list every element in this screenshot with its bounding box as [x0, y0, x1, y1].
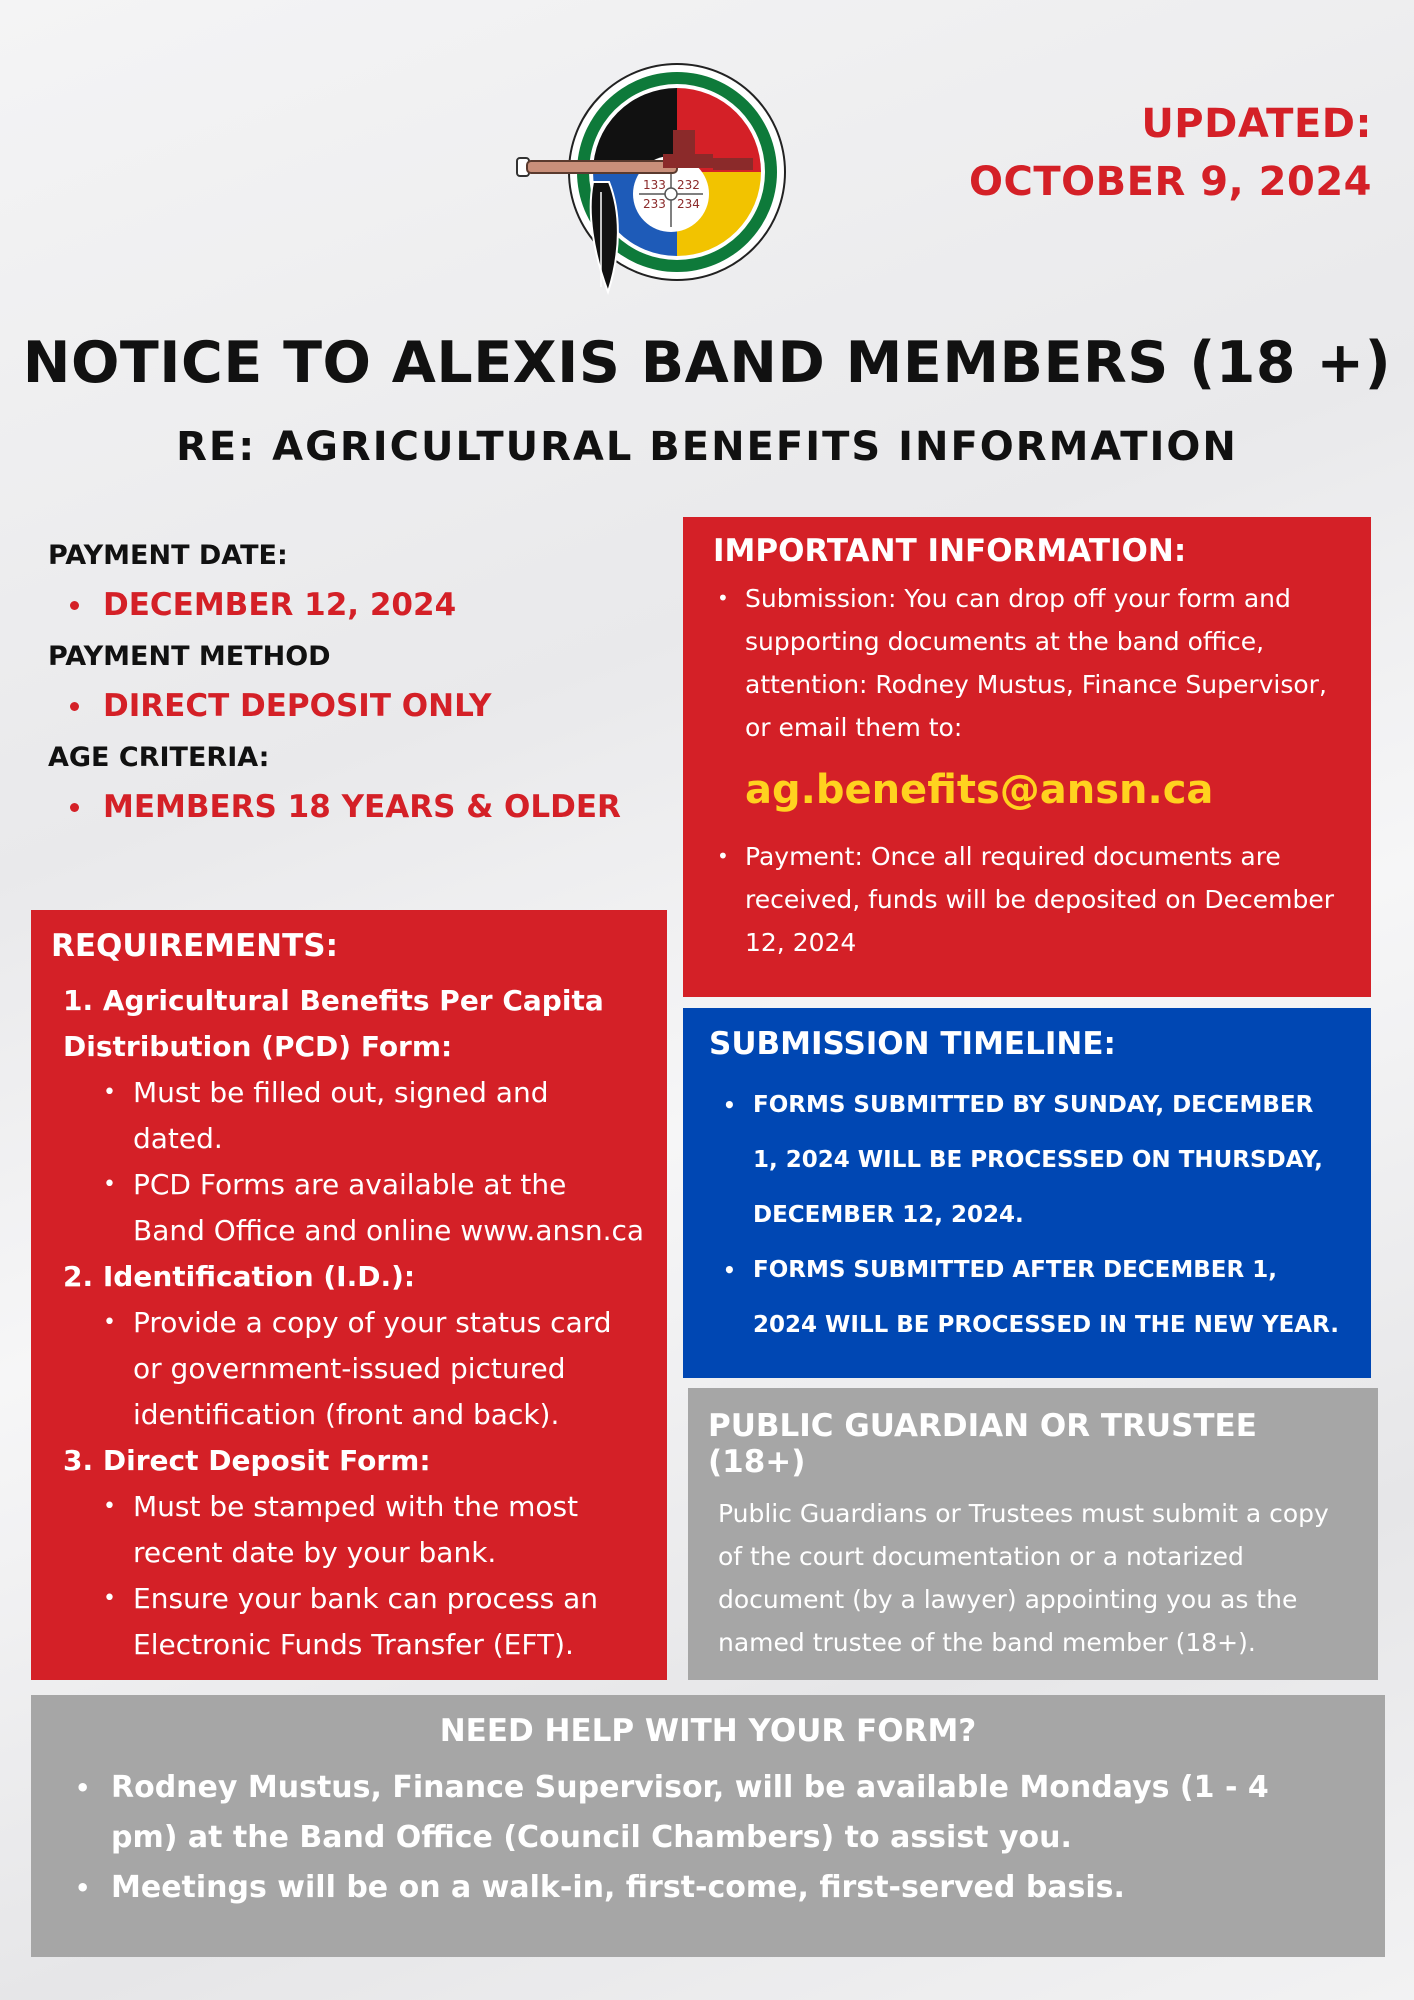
list-item: • Must be filled out, signed and dated. [103, 1070, 647, 1162]
payment-method-value: DIRECT DEPOSIT ONLY [103, 688, 492, 724]
timeline-item: • FORMS SUBMITTED AFTER DECEMBER 1, 2024 WILL BE PROCESSED IN THE NEW YEAR. [709, 1243, 1345, 1353]
payment-date-item [70, 587, 648, 623]
help-item: • Meetings will be on a walk-in, first-come, first-served basis. [71, 1863, 1345, 1913]
logo-svg [513, 62, 801, 312]
payment-date-label: PAYMENT DATE: [48, 540, 288, 571]
list-item: • Provide a copy of your status card or government-issued pictured identification (front and back). [103, 1300, 647, 1438]
payment-info [48, 540, 648, 843]
requirement-2-title: 2. Identification (I.D.): [63, 1260, 416, 1293]
logo-number: 234 [677, 197, 700, 211]
timeline-item: • FORMS SUBMITTED BY SUNDAY, DECEMBER 1, 2024 WILL BE PROCESSED ON THURSDAY, DECEMBER 12, 2024. [709, 1078, 1345, 1243]
bullet [70, 803, 79, 812]
requirement-1-title [63, 978, 647, 1070]
list-item: • Must be stamped with the most recent date by your bank. [103, 1484, 647, 1576]
submission-text: • Submission: You can drop off your form and supporting documents at the band office, attention: Rodney Mustus, Finance Supervisor, or email them to: [713, 577, 1341, 749]
help-box [31, 1695, 1385, 1957]
logo-number: 233 [643, 197, 666, 211]
logo-number: 232 [677, 178, 700, 192]
requirement-1-list [103, 1070, 647, 1254]
list-item: • PCD Forms are available at the Band Office and online www.ansn.ca [103, 1162, 647, 1254]
requirements-box [31, 910, 667, 1680]
bullet [70, 702, 79, 711]
page-title: NOTICE TO ALEXIS BAND MEMBERS (18 +) [22, 330, 1392, 396]
important-info-box [683, 517, 1371, 997]
email-link[interactable]: ag.benefits@ansn.ca [745, 767, 1214, 813]
requirement-3-title: 3. Direct Deposit Form: [63, 1444, 431, 1477]
guardian-heading: PUBLIC GUARDIAN OR TRUSTEE (18+) [708, 1408, 1257, 1480]
age-criteria-label: AGE CRITERIA: [48, 742, 270, 773]
requirement-1-title-line2: Distribution (PCD) Form: [63, 1030, 453, 1063]
medicine-wheel-logo [513, 62, 801, 312]
timeline-heading: SUBMISSION TIMELINE: [709, 1026, 1116, 1062]
requirement-2-list [103, 1300, 647, 1438]
public-guardian-box [688, 1388, 1378, 1680]
requirement-1-title-line1: 1. Agricultural Benefits Per Capita [63, 984, 604, 1017]
requirement-3-list [103, 1484, 647, 1668]
updated-date: OCTOBER 9, 2024 [969, 159, 1372, 205]
help-item: • Rodney Mustus, Finance Supervisor, will be available Mondays (1 - 4 pm) at the Band Office (Council Chambers) to assist you. [71, 1763, 1345, 1863]
help-heading: NEED HELP WITH YOUR FORM? [439, 1713, 977, 1749]
important-info-heading: IMPORTANT INFORMATION: [713, 533, 1187, 569]
age-criteria-item [70, 789, 648, 825]
logo-number: 133 [643, 178, 666, 192]
payment-method-label: PAYMENT METHOD [48, 641, 331, 672]
page-subtitle: RE: AGRICULTURAL BENEFITS INFORMATION [176, 424, 1238, 470]
payment-text: • Payment: Once all required documents are received, funds will be deposited on December 12, 2024 [713, 835, 1341, 964]
bullet [70, 601, 79, 610]
requirements-heading: REQUIREMENTS: [51, 928, 338, 964]
payment-method-item [70, 688, 648, 724]
payment-date-value: DECEMBER 12, 2024 [103, 587, 457, 623]
submission-timeline-box [683, 1008, 1371, 1378]
list-item: • Ensure your bank can process an Electronic Funds Transfer (EFT). [103, 1576, 647, 1668]
guardian-text: Public Guardians or Trustees must submit a copy of the court documentation or a notarized document (by a lawyer) appointing you as the named trustee of the band member (18+). [718, 1499, 1329, 1657]
updated-notice [969, 95, 1372, 211]
age-criteria-value: MEMBERS 18 YEARS & OLDER [103, 789, 621, 825]
updated-label: UPDATED: [1141, 101, 1372, 147]
